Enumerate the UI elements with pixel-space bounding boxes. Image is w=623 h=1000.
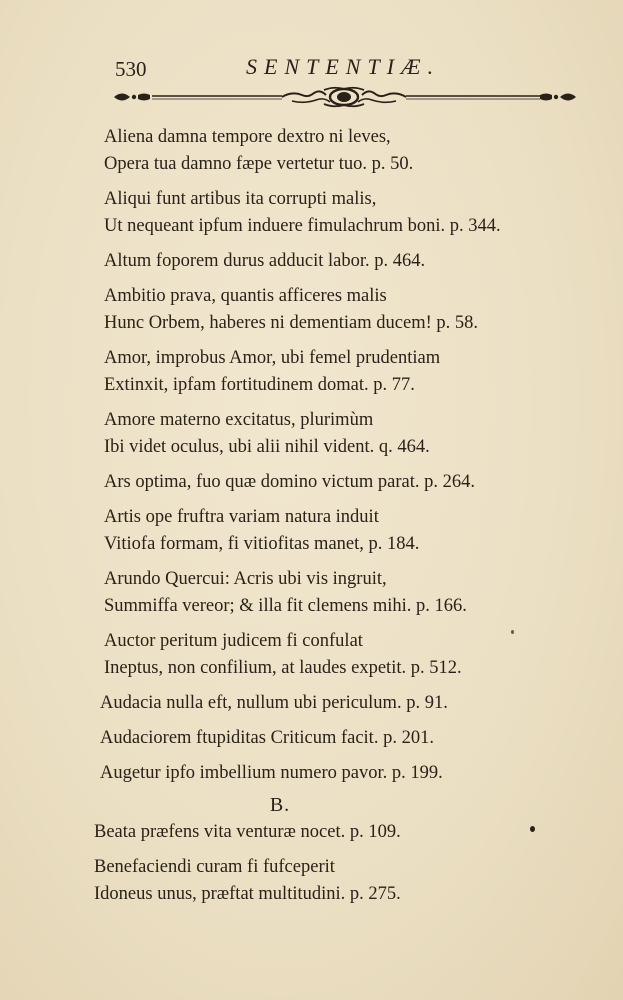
entry-line: Aliena damna tempore dextro ni leves, [104,127,391,147]
entry-ambitio [104,283,560,337]
entry-line: Arundo Quercui: Acris ubi vis ingruit, [104,569,387,589]
entry-line: Idoneus unus, præftat multitudini. p. 275. [94,884,401,904]
entry-ars-optima [104,469,560,496]
ink-spot [511,630,514,634]
entry-benefaciendi [94,854,560,908]
entry-line: Audacia nulla eft, nullum ubi periculum. p. 91. [100,693,448,713]
entry-line: Audaciorem ftupiditas Criticum facit. p. 201. [100,728,434,748]
entry-auctor [104,628,560,682]
entry-line: Summiffa vereor; & illa fit clemens mihi. p. 166. [104,596,467,616]
entry-arundo-quercui [104,566,560,620]
entry-line: Artis ope fruftra variam natura induit [104,507,379,527]
entry-beata [94,819,560,846]
entry-line: Ibi videt oculus, ubi alii nihil vident. q. 464. [104,437,430,457]
entry-altum [104,248,560,275]
entry-audaciorem [100,725,560,752]
page-number: 530 [115,57,147,81]
entry-line: Ars optima, fuo quæ domino victum parat. p. 264. [104,472,475,492]
entry-line: Benefaciendi curam fi fufceperit [94,857,335,877]
entry-line: Amore materno excitatus, plurimùm [104,410,374,430]
entry-line: Amor, improbus Amor, ubi femel prudentiam [104,348,441,368]
entry-line: Ambitio prava, quantis afficeres malis [104,286,387,306]
entry-line: Aliqui funt artibus ita corrupti malis, [104,189,377,209]
entry-line: Augetur ipfo imbellium numero pavor. p. 199. [100,763,443,783]
entry-line: Auctor peritum judicem fi confulat [104,631,363,651]
decorative-rule-icon [112,86,578,108]
entry-line: Ut nequeant ipfum induere fimulachrum boni. p. 344. [104,216,501,236]
entry-amore-materno [104,407,560,461]
entry-amor [104,345,560,399]
entry-augetur [100,760,560,787]
ink-spot [530,826,535,832]
sentences-list [94,124,560,916]
entry-aliena [104,124,560,178]
running-head: SENTENTIÆ. [246,54,441,79]
entry-line: Hunc Orbem, haberes ni dementiam ducem! p. 58. [104,313,478,333]
entry-line: Opera tua damno fæpe vertetur tuo. p. 50. [104,154,414,174]
entry-audacia [100,690,560,717]
page-header [0,50,623,90]
entry-aliqui [104,186,560,240]
entry-line: Altum foporem durus adducit labor. p. 464. [104,251,426,271]
entry-line: Ineptus, non confilium, at laudes expetit. p. 512. [104,658,462,678]
section-b-list [94,819,560,908]
entry-line: Beata præfens vita venturæ nocet. p. 109. [94,822,401,842]
entry-artis-ope [104,504,560,558]
section-heading-b: B. [269,794,291,816]
entry-line: Vitiofa formam, fi vitiofitas manet, p. 184. [104,534,420,554]
entry-line: Extinxit, ipfam fortitudinem domat. p. 77. [104,375,415,395]
